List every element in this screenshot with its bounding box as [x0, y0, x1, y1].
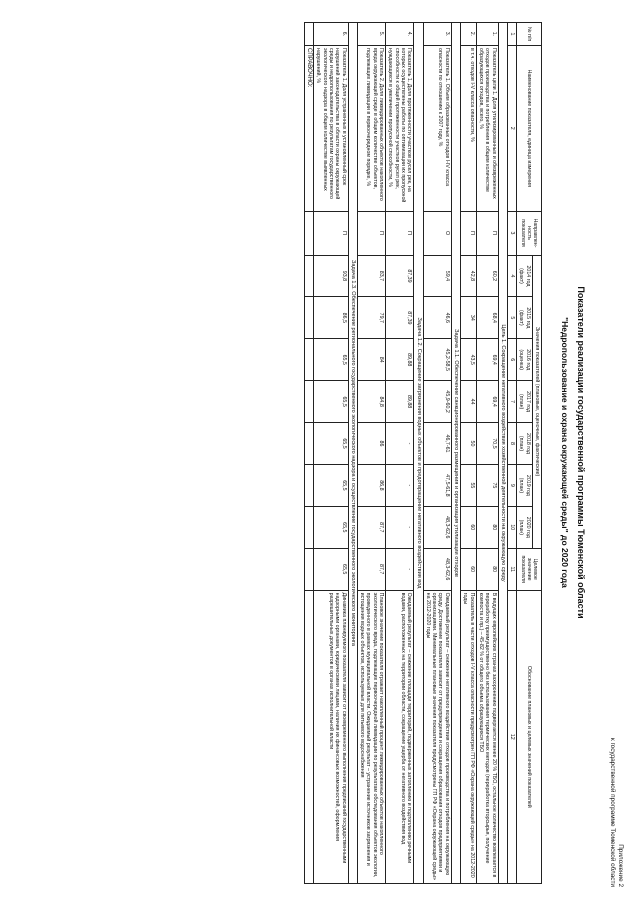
value-2019: 86,8: [357, 464, 385, 506]
value-target: 60: [461, 548, 477, 590]
col-2015-header: 2015 год (факт): [517, 297, 533, 339]
empty-cell: [304, 23, 313, 46]
value-2016: 89,88: [386, 339, 414, 381]
table-row: [476, 23, 498, 884]
rationale-text: Ожидаемый результат – снижение площади территорий, подверженных затоплению и подтоплению речными водами, расположенных на территории области, сокращение ущерба от негативного воздействия вод: [386, 590, 414, 883]
table-row: [423, 23, 451, 884]
index-cell: 2: [507, 46, 516, 211]
table-row: [357, 23, 385, 884]
index-cell: 11: [507, 548, 516, 590]
table-row: [386, 23, 414, 884]
value-2018: 65,5: [314, 423, 348, 465]
value-2017: 89,88: [386, 381, 414, 423]
value-2016: 65,5: [314, 339, 348, 381]
empty-cell: [304, 381, 313, 423]
col-2014-header: 2014 год (факт): [517, 255, 533, 297]
value-target: 65,5: [314, 548, 348, 590]
indicator-name: Показатель 1. Доля протяженности участков русел рек, на которых осуществлены работы по оптимизации их пропускной способности к общей протяженности участков русел рек, нуждающихся в увеличении пропускной способности, %: [386, 46, 414, 211]
index-cell: 3: [507, 211, 516, 255]
goal-1-heading: Цель 1. Сокращение негативного воздействия хозяйственной деятельности на окружающую среду: [498, 23, 507, 884]
value-2017: 69,4: [476, 381, 498, 423]
document-title: Показатели реализации государственной программы Тюменской области: [576, 286, 586, 619]
empty-cell: [304, 506, 313, 548]
col-2019-header: 2019 год (план): [517, 464, 533, 506]
empty-cell: [304, 339, 313, 381]
value-2014: 42,8: [461, 255, 477, 297]
indicator-direction: П: [314, 211, 348, 255]
index-cell: 9: [507, 464, 516, 506]
value-2020: 60: [461, 506, 477, 548]
table-row: [461, 23, 477, 884]
index-cell: 10: [507, 506, 516, 548]
section-row: [414, 23, 423, 884]
value-2020: 48,3-62,6: [423, 506, 451, 548]
appendix-line-2: к государственной программе Тюменской области: [609, 737, 616, 887]
value-2015: 46,6: [423, 297, 451, 339]
value-2018: 46,7-61: [423, 423, 451, 465]
indicator-direction: П: [386, 211, 414, 255]
value-2016: 84: [357, 339, 385, 381]
col-2018-header: 2018 год (план): [517, 423, 533, 465]
value-2019: -: [386, 464, 414, 506]
value-2014: 87,39: [386, 255, 414, 297]
value-2014: 59,4: [423, 255, 451, 297]
task-1-3-heading: Задача 1.3. Обеспечение регионального государственного экологического надзора и осуществление государственного экологического мониторинга: [348, 23, 357, 884]
col-2017-header: 2017 год (план): [517, 381, 533, 423]
row-number: 1.: [476, 23, 498, 46]
rationale-text: В ведущих европейских странах захоронению подвергается менее 20 % ТБО, остальное количество вовлекается в переработку преимущественно без использования термических методов (переработка вторсырья, получение компоста и пр.) – 45-82 % от общего объема образующихся ТБО: [476, 590, 498, 883]
indicator-name: Показатель 2. Доля ликвидированных объектов накопленного вреда окружающей среде в общем количестве объектов, подлежащих ликвидации в первоочередном порядке, %: [357, 46, 385, 211]
value-2020: 65,5: [314, 506, 348, 548]
empty-cell: [304, 590, 313, 883]
indicator-direction: О: [423, 211, 451, 255]
empty-cell: [304, 423, 313, 465]
index-cell: 12: [507, 590, 516, 883]
value-target: -: [386, 548, 414, 590]
value-2014: 83,7: [357, 255, 385, 297]
empty-cell: [304, 297, 313, 339]
col-2016-header: 2016 год (оценка): [517, 339, 533, 381]
document-subtitle: "Недропользование и охрана окружающей среды" до 2020 года: [560, 317, 570, 588]
empty-cell: [304, 255, 313, 297]
rationale-text: Динамика планируемого показателя зависит от своевременного выполнения предписаний государственными надзорными органами, юридическими лицами, наличия их финансовых возможностей, оформления разрешительных документов в органах исполнительной власти: [314, 590, 348, 883]
col-num-header: № п/п: [517, 23, 542, 46]
empty-cell: [304, 211, 313, 255]
index-cell: 5: [507, 297, 516, 339]
rationale-text: Плановое значение показателя отражает накопленный процент ликвидированных объектов накопленного экологического вреда, подлежащих первоочередной ликвидации по результатам обследования объектов экологии, проведенного в рамках муниципальной власти. Ожидаемый результат – устранение источников загрязнения и истощения водных объектов, используемых для питьевого водоснабжения: [357, 590, 385, 883]
index-cell: 1: [507, 23, 516, 46]
indicator-direction: П: [461, 211, 477, 255]
value-2017: 65,5: [314, 381, 348, 423]
column-index-row: [507, 23, 516, 884]
empty-cell: [304, 464, 313, 506]
value-2017: 45,9-60,2: [423, 381, 451, 423]
section-row: [498, 23, 507, 884]
reference-label: СПРАВОЧНО:: [304, 46, 313, 211]
table-row: [304, 23, 313, 884]
indicator-name: в т.ч. отходов I-V класса опасности, %: [461, 46, 477, 211]
value-2019: 55: [461, 464, 477, 506]
value-2019: 75: [476, 464, 498, 506]
index-cell: 7: [507, 381, 516, 423]
rationale-text: Показатель в части отходов I-V класса опасности предусмотрен ГП РФ «Охрана окружающей среды» на 2012-2020 годы: [461, 590, 477, 883]
indicator-name: Показатель цели 1. Доля утилизированных и обезвреженных отходов производства и потребления в общем количестве образующихся отходов, всего, %: [476, 46, 498, 211]
value-2020: 87,7: [357, 506, 385, 548]
index-cell: 4: [507, 255, 516, 297]
row-number: 4.: [386, 23, 414, 46]
value-target: 80: [476, 548, 498, 590]
index-cell: 8: [507, 423, 516, 465]
value-2019: 47,5-61,8: [423, 464, 451, 506]
value-2015: 79,7: [357, 297, 385, 339]
appendix-note: [608, 738, 624, 887]
value-2018: 70,5: [476, 423, 498, 465]
value-target: 48,3-62,6: [423, 548, 451, 590]
value-2015: 87,39: [386, 297, 414, 339]
indicator-direction: П: [476, 211, 498, 255]
value-2016: 45,2-58,5: [423, 339, 451, 381]
rationale-text: Ожидаемый результат – снижение негативного воздействия отходов производства и потребления на окружающую среду. Достижение показателя зависит от предупреждения и сокращения образования отходов предприятиями и организациями. Минимальные плановые значения показателя предусмотрены ГП РФ «Охрана окружающей среды» на 2012-2020 годы: [423, 590, 451, 883]
value-2018: 50: [461, 423, 477, 465]
col-name-header: Наименование показателя, единица измерения: [517, 46, 542, 211]
col-values-group-header: Значения показателей (плановые, оценочные, фактические): [532, 255, 541, 548]
value-2018: 86: [357, 423, 385, 465]
indicators-table: [304, 22, 542, 884]
table-row: [314, 23, 348, 884]
indicator-direction: П: [357, 211, 385, 255]
index-cell: 6: [507, 339, 516, 381]
row-number: 3.: [423, 23, 451, 46]
header-row: [532, 23, 541, 884]
value-2018: -: [386, 423, 414, 465]
section-row: [348, 23, 357, 884]
indicator-name: Показатель 1. Объем образованных отходов I-IV класса опасности по отношению к 2007 году, %: [423, 46, 451, 211]
section-row: [451, 23, 460, 884]
indicator-name: Показатель 1. Доля устраненных в установленный срок нарушений законодательства в области охраны окружающей среды и недропользования по результатам государственного экологического надзора в общем количестве выявленных нарушений, %: [314, 46, 348, 211]
row-number: 2.: [461, 23, 477, 46]
value-2015: 34: [461, 297, 477, 339]
value-2017: 44: [461, 381, 477, 423]
col-direction-header: Направлен-ность показателя: [517, 211, 542, 255]
value-2014: 93,8: [314, 255, 348, 297]
col-target-header: Целевое значение показателя: [517, 548, 542, 590]
empty-cell: [304, 548, 313, 590]
task-1-2-heading: Задача 1.2. Сокращение загрязнения водных объектов и предотвращение негативного воздействия вод: [414, 23, 423, 884]
value-2017: 84,8: [357, 381, 385, 423]
value-2020: 80: [476, 506, 498, 548]
col-rationale-header: Обоснование плановых и целевых значений показателей: [517, 590, 542, 883]
row-number: 6.: [314, 23, 348, 46]
value-2015: 68,4: [476, 297, 498, 339]
value-2020: -: [386, 506, 414, 548]
value-target: 87,7: [357, 548, 385, 590]
value-2019: 65,5: [314, 464, 348, 506]
task-1-1-heading: Задача 1.1. Обеспечение санкционированного размещения и организация утилизации отходов: [451, 23, 460, 884]
value-2015: 86,5: [314, 297, 348, 339]
value-2016: 69,4: [476, 339, 498, 381]
row-number: 5.: [357, 23, 385, 46]
appendix-line-1: Приложение 2: [617, 844, 624, 887]
value-2014: 60,2: [476, 255, 498, 297]
value-2016: 43,5: [461, 339, 477, 381]
col-2020-header: 2020 год (план): [517, 506, 533, 548]
